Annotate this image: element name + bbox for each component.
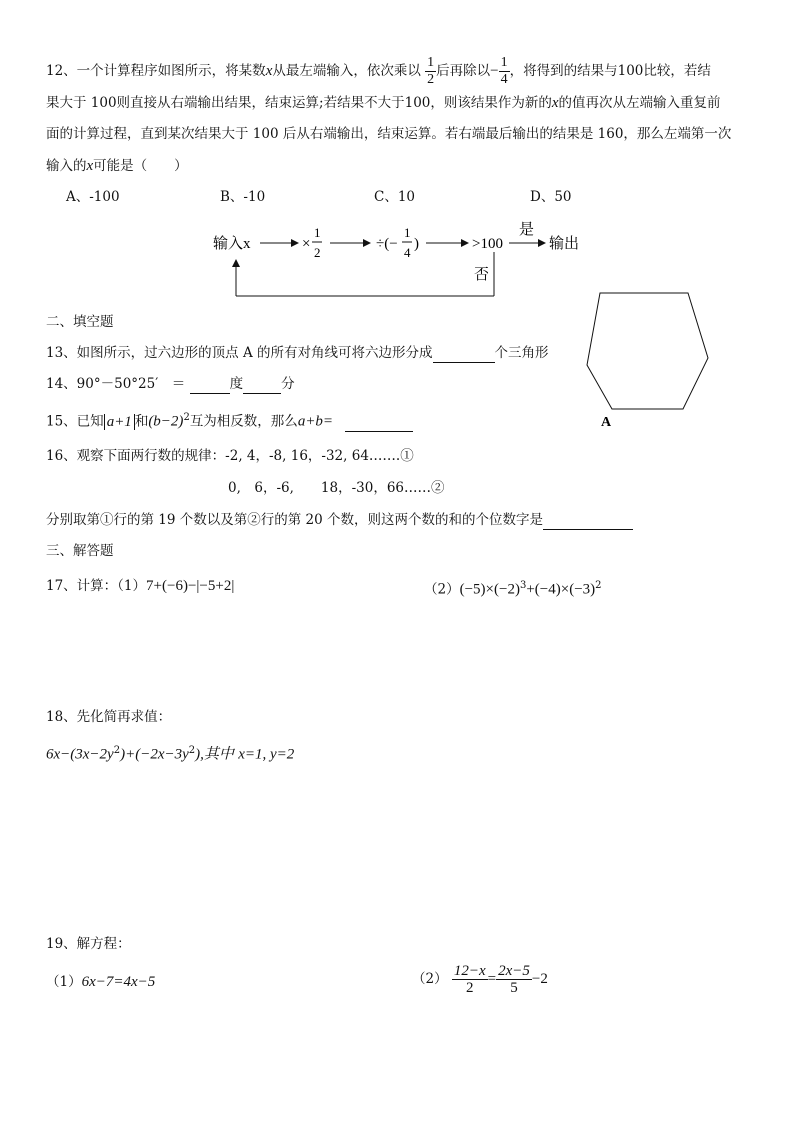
q19-p2-label: （2） xyxy=(412,971,448,987)
q12-line2-text: 果大于 100则直接从右端输出结果，结束运算;若结果不大于100，则该结果作为新的 xyxy=(46,95,552,111)
q15 xyxy=(46,408,413,432)
q19-fraction-1 xyxy=(452,963,488,996)
q14-minute-blank[interactable] xyxy=(243,393,281,394)
q19-fraction-2 xyxy=(496,963,532,996)
section-fill-in-title: 二、填空题 xyxy=(46,314,114,330)
q16-question xyxy=(46,510,633,530)
q12-line3: 面的计算过程，直到某次结果大于 100 后从右端输出，结束运算。若右端最后输出的结果是 160，那么左端第一次 xyxy=(46,126,732,142)
q13 xyxy=(46,343,549,363)
fraction-half xyxy=(425,55,436,88)
q17-label: 17、计算：（1） xyxy=(46,578,147,594)
q18-expr-a: 6x−(3x−2y xyxy=(46,746,114,763)
q15-text-c: 互为相反数，那么 xyxy=(189,413,298,430)
flow-quarter-den: 4 xyxy=(404,245,411,260)
hexagon-shape xyxy=(587,293,708,409)
q16-text2: 分别取第①行的第 19 个数以及第②行的第 20 个数，则这两个数的和的个位数字是 xyxy=(46,512,544,528)
q19-part2 xyxy=(412,963,548,996)
q18-expr-c: ),其中 xyxy=(195,746,234,763)
q18-expression xyxy=(46,741,294,765)
flow-times: × xyxy=(302,236,311,252)
q19-f2-den: 5 xyxy=(510,980,518,996)
q17-exp3: 3 xyxy=(519,580,527,591)
q19-tail: −2 xyxy=(531,971,548,987)
q12-line4 xyxy=(46,156,188,176)
half-num: 1 xyxy=(427,55,435,70)
sum-expression: a+b= xyxy=(297,413,334,430)
minus-sign: − xyxy=(490,63,499,79)
q15-exponent: 2 xyxy=(183,412,190,423)
q17-expression-2b: +(−4)×(−3) xyxy=(526,581,596,598)
flow-no-label: 否 xyxy=(474,267,490,283)
q17-exp2: 2 xyxy=(595,580,602,591)
q19-f2-num: 2x−5 xyxy=(498,963,530,979)
var-x: x xyxy=(265,63,273,79)
flow-div: ÷(− xyxy=(376,236,398,252)
q12-line4-a: 输入的 xyxy=(46,158,87,174)
q19-f1-num: 12−x xyxy=(453,963,486,979)
q18-exp-a: 2 xyxy=(113,745,121,756)
q19-part1 xyxy=(46,972,155,992)
flow-div-close: ) xyxy=(414,236,419,252)
q14-text-a: 14、90°－50°25′ ＝ xyxy=(46,376,186,392)
square-expression: (b−2) xyxy=(148,413,184,430)
abs-expression: a+1 xyxy=(104,414,135,430)
q12-line2-b: 的值再次从左端输入重复前 xyxy=(558,95,721,111)
q19-f1-den: 2 xyxy=(466,980,474,996)
q13-text-b: 个三角形 xyxy=(494,345,549,361)
q15-text-a: 15、已知 xyxy=(46,413,104,430)
flow-compare: >100 xyxy=(472,236,503,252)
q12-line2 xyxy=(46,93,721,113)
q16-row2: 0, 6，-6, 18，-30，66……② xyxy=(228,480,445,496)
q19-p1-label: （1） xyxy=(46,974,82,990)
option-a: A、-100 xyxy=(66,189,120,205)
q14-minute-label: 分 xyxy=(281,376,295,392)
q17-expression-1: 7+(−6)−|−5+2| xyxy=(146,578,235,594)
flow-half-num: 1 xyxy=(314,225,321,240)
quarter-num: 1 xyxy=(500,55,508,70)
option-c: C、10 xyxy=(374,189,416,205)
flow-input-label: 输入x xyxy=(213,236,251,252)
q17-expression-2a: (−5)×(−2) xyxy=(459,581,520,598)
q18-exp-b: 2 xyxy=(188,745,196,756)
vertex-a-label: A xyxy=(601,415,612,430)
q12-text-c: 后再除以 xyxy=(436,63,491,79)
hexagon-figure xyxy=(580,285,720,435)
q18-expr-b: )+(−2x−3y xyxy=(120,746,189,763)
option-d: D、50 xyxy=(530,189,572,205)
q12-text-b: 从最左端输入，依次乘以 xyxy=(272,63,421,79)
half-den: 2 xyxy=(427,72,435,87)
q15-answer-blank[interactable] xyxy=(345,431,413,432)
quarter-den: 4 xyxy=(500,72,508,87)
q14-degree-label: 度 xyxy=(229,376,244,392)
q15-text-b: 和 xyxy=(134,413,149,430)
var-x: x xyxy=(86,158,94,174)
q17-label2: （2） xyxy=(424,581,460,598)
q12-text-a: 12、一个计算程序如图所示，将某数 xyxy=(46,63,266,79)
q19-equals: = xyxy=(487,971,497,987)
q13-answer-blank[interactable] xyxy=(433,362,495,363)
option-b: B、-10 xyxy=(220,189,266,205)
q16-row1: 16、观察下面两行数的规律：-2, 4，-8, 16，-32, 64…….① xyxy=(46,448,414,464)
q13-text-a: 13、如图所示，过六边形的顶点 A 的所有对角线可将六边形分成 xyxy=(46,345,433,361)
q17-part2 xyxy=(424,576,602,600)
q19-equation-1: 6x−7=4x−5 xyxy=(81,974,156,990)
flow-half-den: 2 xyxy=(314,245,321,260)
q12-line1 xyxy=(46,55,711,88)
var-x: x xyxy=(551,95,559,111)
fraction-quarter xyxy=(499,55,510,88)
q14 xyxy=(46,374,295,394)
q18-label: 18、先化简再求值： xyxy=(46,709,172,725)
q19-label: 19、解方程： xyxy=(46,936,131,952)
flow-yes-label: 是 xyxy=(519,222,535,238)
q17-part1 xyxy=(46,576,234,596)
q16-answer-blank[interactable] xyxy=(543,529,633,530)
q14-degree-blank[interactable] xyxy=(190,393,230,394)
section-solution-title: 三、解答题 xyxy=(46,543,114,559)
q12-line4-b: 可能是（ ） xyxy=(93,158,188,174)
q18-condition: x=1, y=2 xyxy=(238,746,295,763)
flow-quarter-num: 1 xyxy=(404,225,411,240)
q12-text-d: ，将得到的结果与100比较，若结 xyxy=(509,63,711,79)
flow-output-label: 输出 xyxy=(549,236,580,252)
